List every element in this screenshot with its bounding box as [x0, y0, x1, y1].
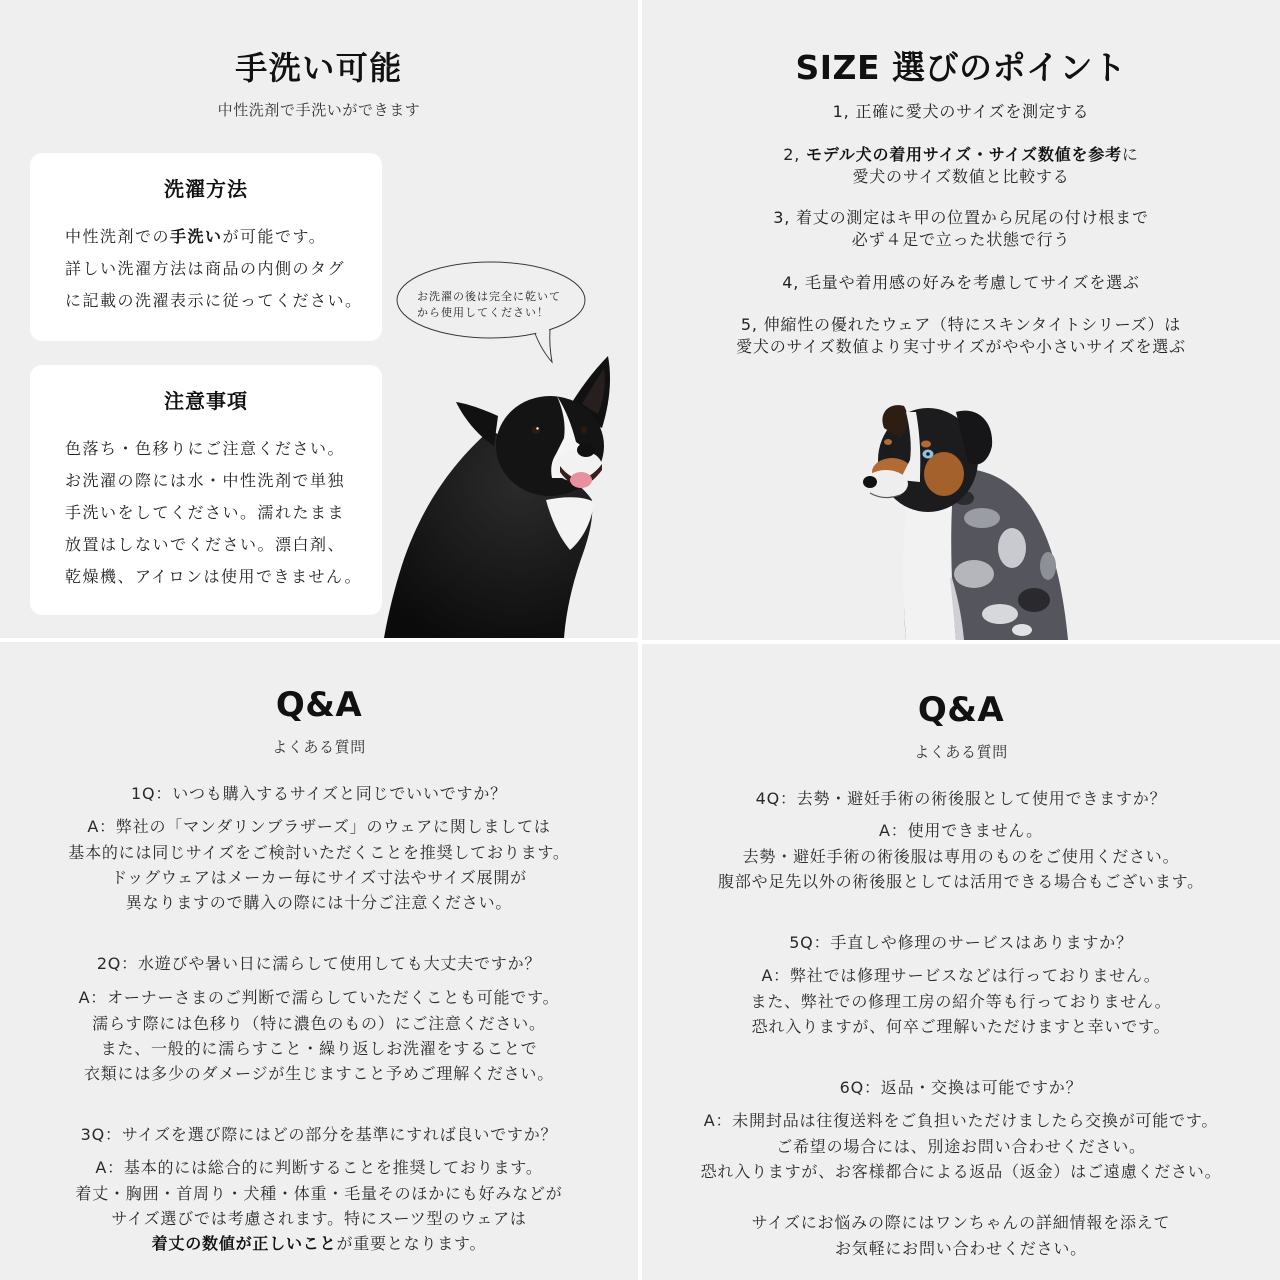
size-point-1	[642, 101, 1280, 123]
size-point-line: 3, 着丈の測定はキ甲の位置から尻尾の付け根まで	[773, 208, 1149, 227]
size-point-line	[642, 144, 1280, 166]
caution-line: お洗濯の際には水・中性洗剤で単独	[65, 471, 346, 490]
size-point-line: 愛犬のサイズ数値より実寸サイズがやや小さいサイズを選ぶ	[736, 336, 1186, 356]
washing-method-text	[65, 221, 363, 317]
faq-question-2: 2Q：水遊びや暑い日に濡らして使用しても大丈夫ですか？	[96, 953, 542, 973]
caution-line: 色落ち・色移りにご注意ください。	[65, 439, 346, 458]
hand-wash-title: 手洗い可能	[235, 49, 403, 87]
faq-answer-line: 衣類には多少のダメージが生じますこと予めご理解ください。	[83, 1064, 555, 1084]
size-point-2	[642, 144, 1280, 187]
faq-panel-right	[642, 644, 1280, 1280]
size-point-line: 愛犬のサイズ数値と比較する	[852, 166, 1070, 186]
speech-bubble-line: お洗濯の後は完全に乾いて	[417, 290, 561, 303]
faq-answer-line: 濡らす際には色移り（特に濃色のもの）にご注意ください。	[92, 1013, 546, 1033]
washing-method-line: 詳しい洗濯方法は商品の内側のタグ	[65, 259, 346, 278]
faq-answer-line: 腹部や足先以外の術後服としては活用できる場合もございます。	[718, 871, 1204, 891]
caution-title: 注意事項	[164, 389, 248, 413]
faq-answer-5	[642, 963, 1280, 1039]
faq-answer-line: A：使用できません。	[879, 821, 1043, 841]
faq-answer-line: サイズ選びでは考慮されます。特にスーツ型のウェアは	[111, 1208, 527, 1228]
text-segment: が可能です。	[222, 227, 327, 246]
faq-answer-line: 着丈・胸囲・首周り・犬種・体重・毛量そのほかにも好みなどが	[75, 1183, 563, 1203]
emphasis-text: 着丈の数値が正しいこと	[151, 1234, 337, 1254]
faq-subtitle: よくある質問	[272, 738, 366, 756]
faq-answer-line: また、一般的に濡らすこと・繰り返しお洗濯をすることで	[100, 1038, 538, 1058]
size-point-line: 4, 毛量や着用感の好みを考慮してサイズを選ぶ	[782, 273, 1140, 292]
text-segment: 中性洗剤での	[65, 227, 171, 246]
text-segment: が重要となります。	[336, 1234, 487, 1254]
faq-answer-line: ドッグウェアはメーカー毎にサイズ寸法やサイズ展開が	[111, 867, 527, 887]
size-point-5	[642, 314, 1280, 357]
size-point-line: 必ず４足で立った状態で行う	[851, 229, 1071, 249]
faq-answer-6	[642, 1108, 1280, 1184]
caution-line: 乾燥機、アイロンは使用できません。	[65, 567, 363, 586]
faq-answer-1	[0, 814, 638, 915]
faq-closing-note	[642, 1210, 1280, 1261]
faq-title: Q&A	[917, 690, 1005, 730]
size-point-line: 1, 正確に愛犬のサイズを測定する	[832, 102, 1090, 121]
emphasis-text: モデル犬の着用サイズ・サイズ数値を参考	[806, 145, 1122, 164]
size-guide-title: SIZE 選びのポイント	[795, 48, 1127, 87]
faq-answer-2	[0, 985, 638, 1086]
faq-answer-line: 恐れ入りますが、何卒ご理解いただけますと幸いです。	[751, 1016, 1171, 1036]
faq-question-3: 3Q：サイズを選び際にはどの部分を基準にすれば良いですか？	[80, 1124, 558, 1144]
washing-method-line: に記載の洗濯表示に従ってください。	[65, 291, 363, 310]
faq-answer-line	[0, 1231, 638, 1256]
faq-answer-line: A：オーナーさまのご判断で濡らしていただくことも可能です。	[78, 988, 560, 1008]
faq-answer-line: 去勢・避妊手術の術後服は専用のものをご使用ください。	[742, 846, 1180, 866]
faq-panel-left	[0, 642, 638, 1280]
text-segment: に	[1121, 145, 1139, 164]
faq-answer-3	[0, 1155, 638, 1256]
faq-answer-line: 基本的には同じサイズをご検討いただくことを推奨しております。	[68, 842, 570, 862]
size-point-4	[642, 272, 1280, 294]
faq-question-5: 5Q：手直しや修理のサービスはありますか？	[789, 932, 1133, 952]
emphasis-text: 手洗い	[170, 227, 223, 246]
speech-bubble-text	[417, 289, 561, 321]
hand-wash-subtitle: 中性洗剤で手洗いができます	[217, 101, 421, 119]
faq-answer-line: また、弊社での修理工房の紹介等も行っておりません。	[750, 991, 1172, 1011]
faq-answer-line: A：基本的には総合的に判断することを推奨しております。	[95, 1158, 543, 1178]
speech-bubble-line: から使用してください！	[417, 306, 549, 319]
faq-answer-line: 異なりますので購入の際には十分ご注意ください。	[125, 893, 513, 913]
hand-wash-panel	[0, 0, 638, 638]
faq-title: Q&A	[275, 685, 363, 725]
faq-answer-line: A：未開封品は往復送料をご負担いただけましたら交換が可能です。	[703, 1111, 1219, 1131]
faq-answer-4	[642, 818, 1280, 894]
faq-closing-line: サイズにお悩みの際にはワンちゃんの詳細情報を添えて	[751, 1213, 1171, 1233]
border-collie-image	[380, 350, 620, 638]
caution-line: 放置はしないでください。漂白剤、	[65, 535, 346, 554]
size-point-line: 5, 伸縮性の優れたウェア（特にスキンタイトシリーズ）は	[740, 315, 1182, 334]
washing-method-line	[65, 221, 363, 253]
faq-question-6: 6Q：返品・交換は可能ですか？	[839, 1077, 1083, 1097]
faq-answer-line: A：弊社では修理サービスなどは行っておりません。	[761, 966, 1161, 986]
faq-answer-line: 恐れ入りますが、お客様都合による返品（返金）はご遠慮ください。	[700, 1161, 1222, 1181]
australian-shepherd-image	[862, 398, 1072, 640]
faq-question-1: 1Q：いつも購入するサイズと同じでいいですか？	[131, 783, 507, 803]
faq-closing-line: お気軽にお問い合わせください。	[834, 1238, 1087, 1258]
faq-subtitle: よくある質問	[914, 743, 1008, 761]
size-point-3	[642, 207, 1280, 250]
faq-answer-line: ご希望の場合には、別途お問い合わせください。	[776, 1136, 1146, 1156]
caution-card	[30, 365, 382, 615]
size-guide-panel	[642, 0, 1280, 640]
caution-text	[65, 433, 362, 593]
washing-method-card	[30, 153, 382, 341]
caution-line: 手洗いをしてください。濡れたまま	[65, 503, 346, 522]
washing-method-title: 洗濯方法	[164, 177, 248, 201]
faq-answer-line: A：弊社の「マンダリンブラザーズ」のウェアに関しましては	[87, 817, 551, 837]
text-segment: 2,	[783, 145, 807, 164]
faq-question-4: 4Q：去勢・避妊手術の術後服として使用できますか？	[755, 788, 1167, 808]
